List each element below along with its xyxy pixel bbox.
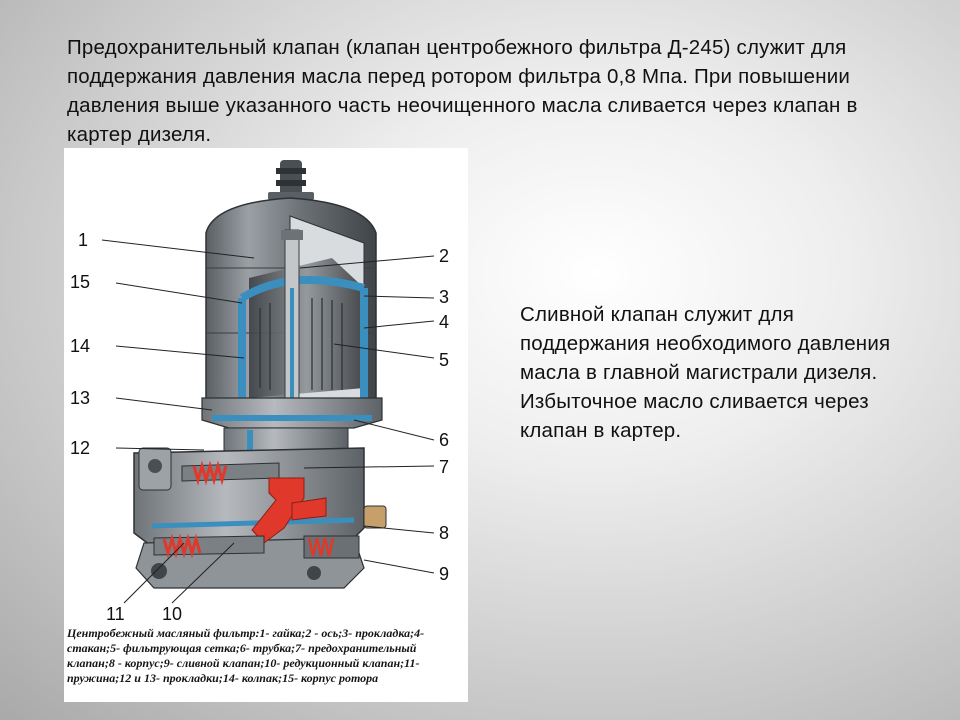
side-paragraph: Сливной клапан служит для поддержания необходимого давления масла в главной магистрали дизеля. Избыточное масло сливается через клапан в картер. — [520, 303, 891, 442]
label-14: 14 — [70, 336, 91, 356]
label-10: 10 — [162, 604, 183, 624]
label-7: 7 — [439, 457, 450, 477]
label-8: 8 — [439, 523, 450, 543]
figure-caption: Центробежный масляный фильтр:1- гайка;2 - ось;3- прокладка;4- стакан;5- фильтрующая сетка;6- трубка;7- предохранительный клапан;8 - корпус;9- сливной клапан;10- редукционный клапан;11- пружина;12 и 13- прокладки;14- колпак;15- корпус ротора — [67, 626, 425, 685]
label-11: 11 — [106, 604, 125, 624]
label-12: 12 — [70, 438, 91, 458]
rotor — [242, 258, 364, 408]
top-nut — [268, 160, 314, 200]
label-9: 9 — [439, 564, 450, 584]
filter-diagram — [64, 148, 468, 702]
label-4: 4 — [439, 312, 450, 332]
label-2: 2 — [439, 246, 450, 266]
label-13: 13 — [70, 388, 91, 408]
label-5: 5 — [439, 350, 450, 370]
filter-cutaway-drawing — [64, 148, 468, 702]
label-1: 1 — [78, 230, 89, 250]
top-paragraph: Предохранительный клапан (клапан центробежного фильтра Д-245) служит для поддержания давления масла перед ротором фильтра 0,8 Мпа. При повышении давления выше указанного часть неочищенного масла сливается через клапан в картер дизеля. — [67, 36, 858, 146]
label-3: 3 — [439, 287, 450, 307]
label-6: 6 — [439, 430, 450, 450]
label-15: 15 — [70, 272, 91, 292]
